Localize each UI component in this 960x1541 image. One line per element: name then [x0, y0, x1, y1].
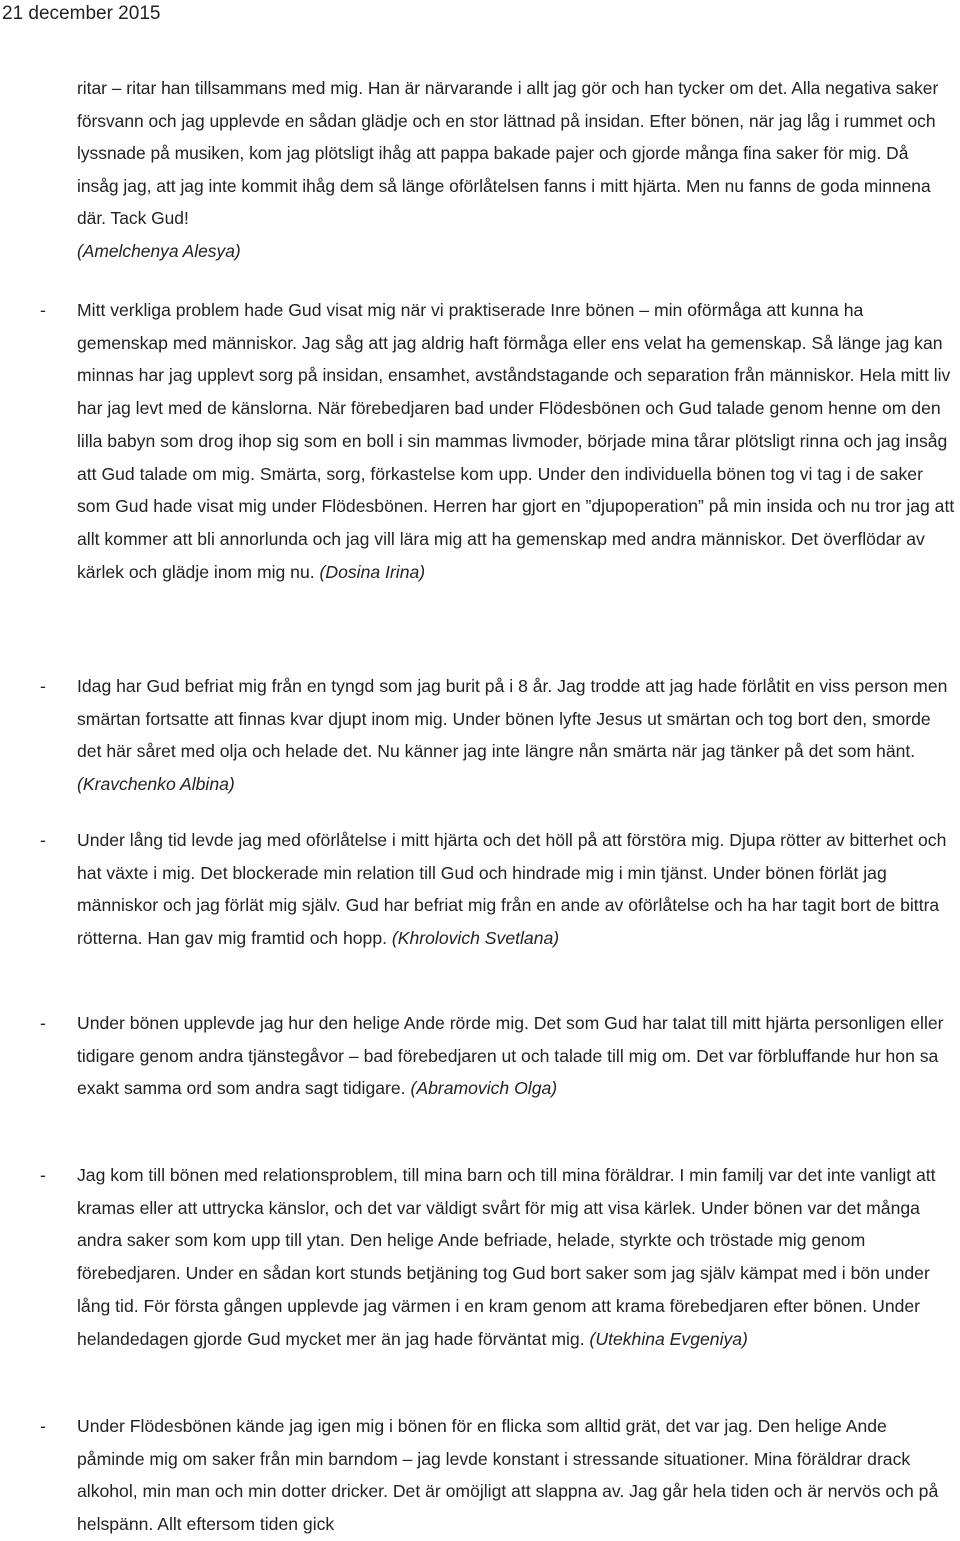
- list-dash: -: [40, 1416, 46, 1436]
- testimony-body: Jag kom till bönen med relationsproblem, till mina barn och till mina föräldrar. I min familj var det inte vanligt att kramas eller att uttrycka känslor, och det var väldigt svårt för mig att visa kärlek. Under bönen var det många andra saker som kom upp till ytan. Den helige Ande befriade, helade, styrkte och tröstade mig genom förebedjaren. Under en sådan kort stunds betjäning tog Gud bort saker som jag själv kämpat med i bön under lång tid. För första gången upplevde jag värmen i en kram genom att krama förebedjaren efter bönen. Under helandedagen gjorde Gud mycket mer än jag hade förväntat mig.: [77, 1165, 936, 1349]
- intro-author: (Amelchenya Alesya): [77, 240, 241, 261]
- list-dash: -: [40, 300, 46, 320]
- testimony-text: [77, 1410, 958, 1541]
- testimony-2: [40, 670, 958, 801]
- testimony-author: (Kravchenko Albina): [77, 774, 235, 795]
- testimony-body: Under lång tid levde jag med oförlåtelse i mitt hjärta och det höll på att förstöra mig. Djupa rötter av bitterhet och hat växte i mig. Det blockerade min relation till Gud och hindrade mig i min tjänst. Under bönen förlät jag människor och jag förlät mig själv. Gud har befriat mig från en ande av oförlåtelse och ha har tagit bort de bittra rötterna. Han gav mig framtid och hopp.: [77, 830, 947, 949]
- list-dash: -: [40, 830, 46, 850]
- testimony-text: [77, 294, 958, 588]
- testimony-text: [77, 824, 958, 955]
- testimony-body: Under bönen upplevde jag hur den helige Ande rörde mig. Det som Gud har talat till mitt hjärta personligen eller tidigare genom andra tjänstegåvor – bad förebedjaren ut och talade till mig om. Det var förbluffande hur hon sa exakt samma ord som andra sagt tidigare.: [77, 1013, 944, 1099]
- page-date: 21 december 2015: [2, 3, 161, 24]
- testimony-4: [40, 1007, 958, 1105]
- testimony-body: Mitt verkliga problem hade Gud visat mig när vi praktiserade Inre bönen – min oförmåga att kunna ha gemenskap med människor. Jag såg att jag aldrig haft förmåga eller ens velat ha gemenskap. Så länge jag kan minnas har jag upplevt sorg på insidan, ensamhet, avståndstagande och separation från människor. Hela mitt liv har jag levt med de känslorna. När förebedjaren bad under Flödesbönen och Gud talade genom henne om den lilla babyn som drog ihop sig som en boll i sin mammas livmoder, började mina tårar plötsligt rinna och jag insåg att Gud talade om mig. Smärta, sorg, förkastelse kom upp. Under den individuella bönen tog vi tag i de saker som Gud hade visat mig under Flödesbönen. Herren har gjort en ”djupoperation” på min insida och nu tror jag att allt kommer att bli annorlunda och jag vill lära mig att ha gemenskap med andra människor. Det överflödar av kärlek och glädje inom mig nu.: [77, 300, 955, 582]
- testimony-text: [77, 670, 958, 801]
- list-dash: -: [40, 676, 46, 696]
- intro-paragraph: [77, 72, 947, 268]
- testimony-author: (Dosina Irina): [319, 561, 426, 582]
- testimony-author: (Utekhina Evgeniya): [589, 1328, 748, 1349]
- testimony-text: [77, 1159, 958, 1355]
- testimony-text: [77, 1007, 958, 1105]
- testimony-author: (Abramovich Olga): [410, 1078, 558, 1099]
- testimony-6: [40, 1410, 958, 1541]
- list-dash: -: [40, 1013, 46, 1033]
- list-dash: -: [40, 1165, 46, 1185]
- testimony-body: Under Flödesbönen kände jag igen mig i bönen för en flicka som alltid grät, det var jag. Den helige Ande påminde mig om saker från min barndom – jag levde konstant i stressande situationer. Mina föräldrar drack alkohol, min man och min dotter dricker. Det är omöjligt att slappna av. Jag går hela tiden och är nervös och på helspänn. Allt eftersom tiden gick: [77, 1416, 939, 1535]
- testimony-1: [40, 294, 958, 588]
- intro-text: ritar – ritar han tillsammans med mig. Han är närvarande i allt jag gör och han tycker om det. Alla negativa saker försvann och jag upplevde en sådan glädje och en stor lättnad på insidan. Efter bönen, när jag låg i rummet och lyssnade på musiken, kom jag plötsligt ihåg att pappa bakade pajer och gjorde många fina saker för mig. Då insåg jag, att jag inte kommit ihåg dem så länge oförlåtelsen fanns i mitt hjärta. Men nu fanns de goda minnena där. Tack Gud!: [77, 78, 939, 229]
- testimony-body: Idag har Gud befriat mig från en tyngd som jag burit på i 8 år. Jag trodde att jag hade förlåtit en viss person men smärtan fortsatte att finnas kvar djupt inom mig. Under bönen lyfte Jesus ut smärtan och tog bort den, smorde det här såret med olja och helade det. Nu känner jag inte längre nån smärta när jag tänker på det som hänt.: [77, 676, 948, 762]
- testimony-author: (Khrolovich Svetlana): [391, 928, 560, 949]
- testimony-3: [40, 824, 958, 955]
- testimony-5: [40, 1159, 958, 1355]
